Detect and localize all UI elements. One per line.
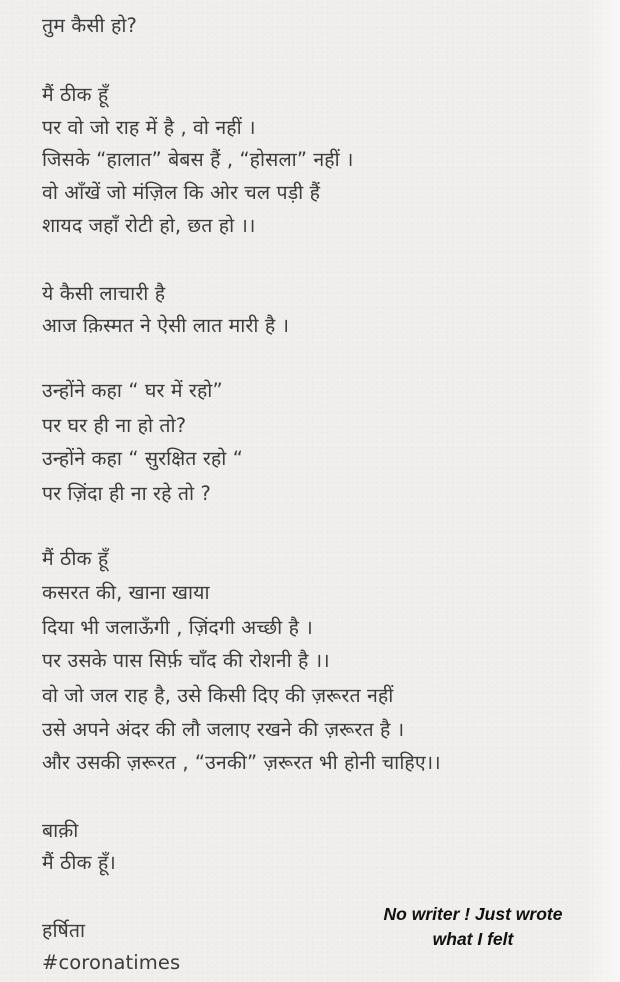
poem-line: दिया भी जलाऊँगी , ज़िंदगी अच्छी है । [42,616,313,639]
poem-line: जिसके “हालात” बेबस हैं , “होसला” नहीं । [42,148,354,171]
poem-line: कसरत की, खाना खाया [42,581,210,604]
poem-line: आज क़िस्मत ने ऐसी लात मारी है । [42,314,290,337]
poem-line: शायद जहाँ रोटी हो, छत हो ।। [42,214,256,237]
poem-line: मैं ठीक हूँ [42,547,109,570]
poem-line: उन्होंने कहा “ सुरक्षित रहो “ [42,447,243,470]
poem-line: ये कैसी लाचारी है [42,282,166,305]
author-name: हर्षिता [42,919,86,942]
poem-line: वो आँखें जो मंज़िल कि ओर चल पड़ी हैं [42,181,321,204]
poem-line: मैं ठीक हूँ। [42,851,116,874]
note-line: what I felt [432,929,514,949]
poem-line: उन्होंने कहा “ घर में रहो” [42,379,223,402]
poem-line: पर उसके पास सिर्फ़ चाँद की रोशनी है ।। [42,649,330,672]
poem-line: पर वो जो राह में है , वो नहीं । [42,116,256,139]
paper-edge [584,0,620,982]
hashtag: #coronatimes [42,951,181,974]
poem-line: और उसकी ज़रूरत , “उनकी” ज़रूरत भी होनी चाहिए।। [42,751,441,774]
poem-line: मैं ठीक हूँ [42,83,109,106]
poem-line: पर घर ही ना हो तो? [42,414,187,437]
poem-line: उसे अपने अंदर की लौ जलाए रखने की ज़रूरत है । [42,718,405,741]
poem-line: तुम कैसी हो? [42,14,137,37]
poem-line: बाक़ी [42,819,79,842]
handwritten-note [352,902,594,952]
poem-line: पर ज़िंदा ही ना रहे तो ? [42,482,211,505]
poem-line: वो जो जल राह है, उसे किसी दिए की ज़रूरत नहीं [42,684,394,707]
note-line: No writer ! Just wrote [383,904,563,924]
